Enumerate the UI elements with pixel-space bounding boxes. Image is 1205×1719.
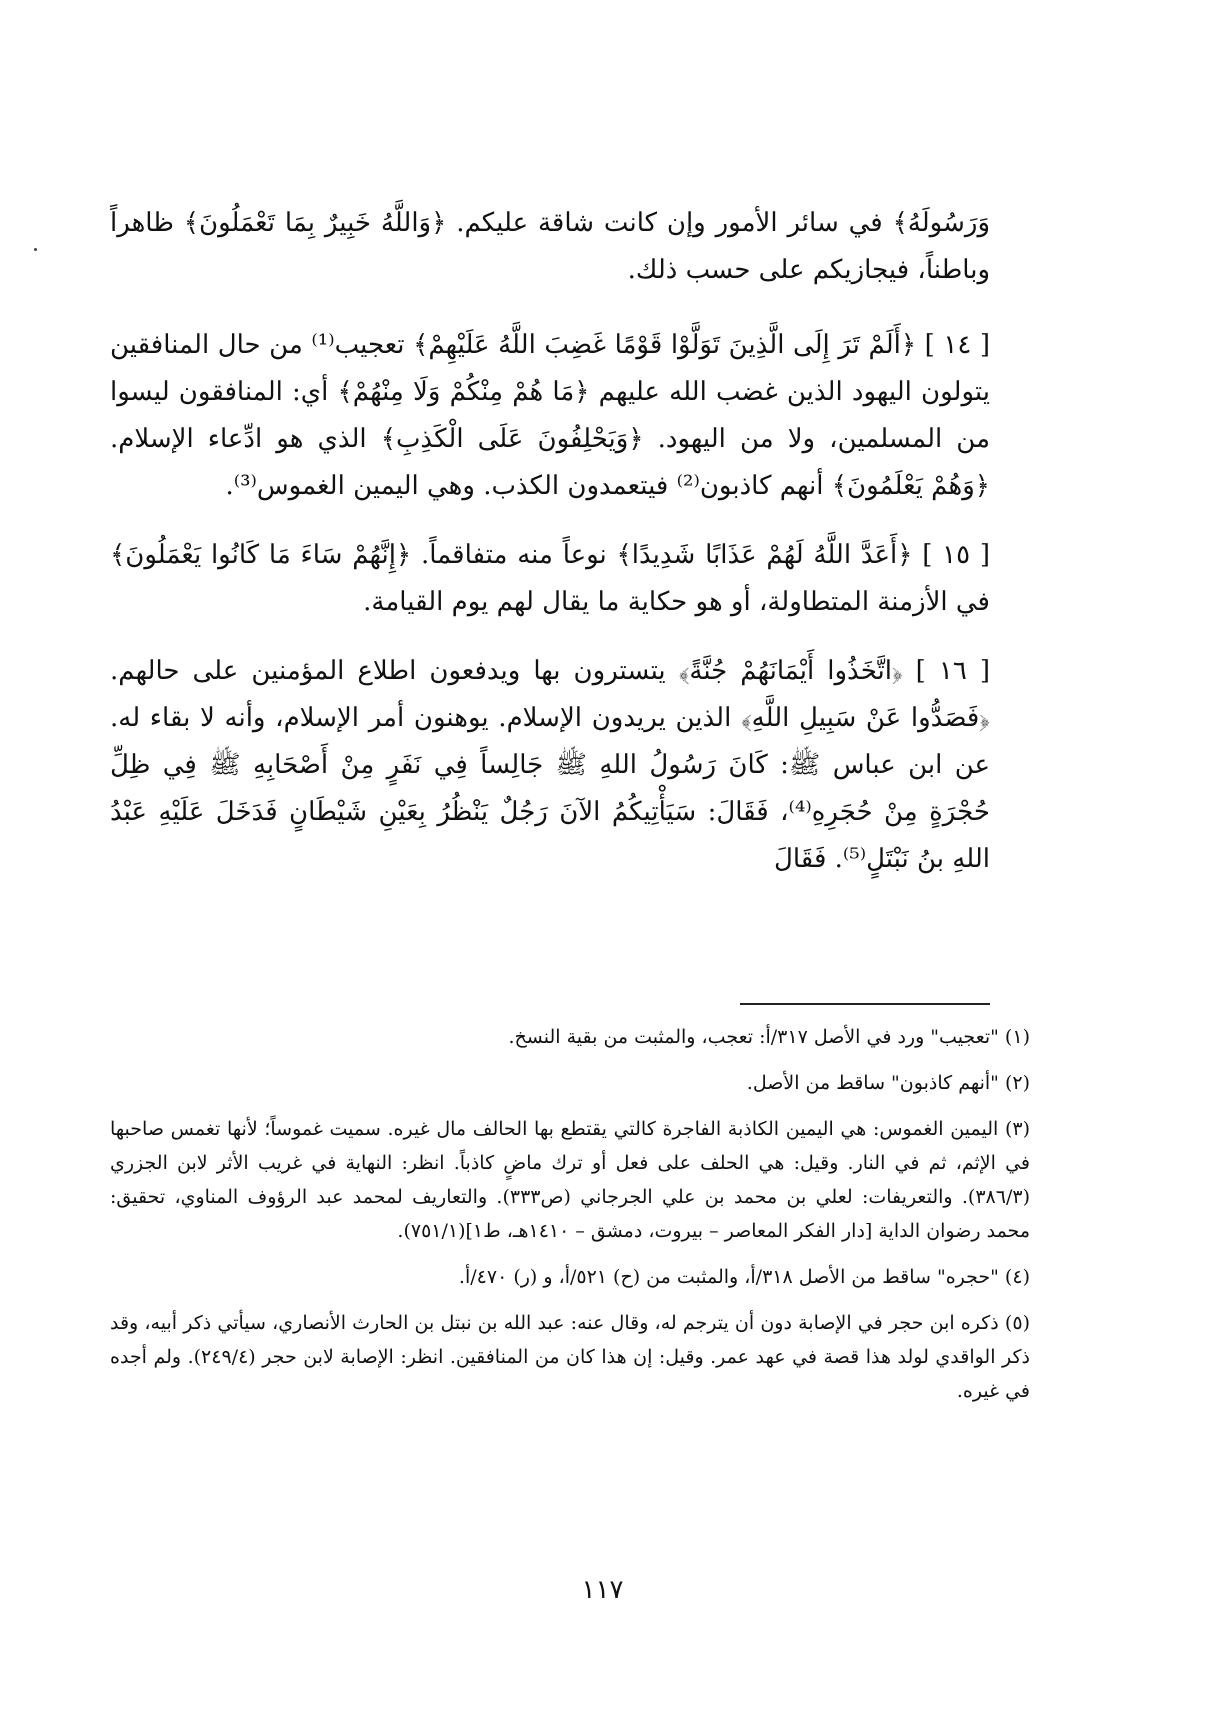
paragraph-1: وَرَسُولَهُ﴾ في سائر الأمور وإن كانت شاقة عليكم. ﴿وَاللَّهُ خَبِيرٌ بِمَا تَعْمَلُونَ﴾ ظاهراً وباطناً، فيجازيكم على حسب ذلك. bbox=[110, 208, 990, 285]
footnotes bbox=[110, 1020, 1030, 1420]
main-text bbox=[110, 200, 990, 905]
paragraph-verse-16: [ ١٦ ] ﴿اتَّخَذُوا أَيْمَانَهُمْ جُنَّةً﴾ يتسترون بها ويدفعون اطلاع المؤمنين على حالهم. ﴿فَصَدُّوا عَنْ سَبِيلِ اللَّهِ﴾ الذين يريدون الإسلام. يوهنون أمر الإسلام، وأنه لا بقاء له. عن ابن عباس ﷺ: كَانَ رَسُولُ اللهِ ﷺ جَالِساً فِي نَفَرٍ مِنْ أَصْحَابِهِ ﷺ فِي ظِلِّ حُجْرَةٍ مِنْ حُجَرِهِ⁽⁴⁾، فَقَالَ: سَيَأْتِيكُمُ الآنَ رَجُلٌ يَنْظُرُ بِعَيْنِ شَيْطَانٍ فَدَخَلَ عَلَيْهِ عَبْدُ اللهِ بنُ نَبْتَلٍ⁽⁵⁾. فَقَالَ bbox=[110, 656, 990, 874]
footnote-3: (٣) اليمين الغموس: هي اليمين الكاذبة الفاجرة كالتي يقتطع بها الحالف مال غيره. سميت غموساً؛ لأنها تغمس صاحبها في الإثم، ثم في النار. وقيل: هي الحلف على فعل أو ترك ماضٍ كاذباً. انظر: النهاية في غريب الأثر لابن الجزري (٣٨٦/٣). والتعريفات: لعلي بن محمد بن علي الجرجاني (ص٣٣٣). والتعاريف لمحمد عبد الرؤوف المناوي، تحقيق: محمد رضوان الداية [دار الفكر المعاصر – بيروت، دمشق – ١٤١٠هـ، ط١](٧٥١/١). bbox=[110, 1118, 1030, 1242]
footnote-4: (٤) "حجره" ساقط من الأصل ٣١٨/أ، والمثبت من (ح) ٥٢١/أ، و (ر) ٤٧٠/أ. bbox=[458, 1266, 1030, 1288]
paragraph-verse-15: [ ١٥ ] ﴿أَعَدَّ اللَّهُ لَهُمْ عَذَابًا شَدِيدًا﴾ نوعاً منه متفاقماً. ﴿إِنَّهُمْ سَاءَ مَا كَانُوا يَعْمَلُونَ﴾ في الأزمنة المتطاولة، أو هو حكاية ما يقال لهم يوم القيامة. bbox=[110, 540, 990, 617]
page-number: ١١٧ bbox=[581, 1575, 624, 1605]
footnote-5: (٥) ذكره ابن حجر في الإصابة دون أن يترجم له، وقال عنه: عبد الله بن نبتل بن الحارث الأنصاري، سيأتي ذكر أبيه، وقد ذكر الواقدي لولد هذا قصة في عهد عمر. وقيل: إن هذا كان من المنافقين. انظر: الإصابة لابن حجر (٢٤٩/٤). ولم أجده في غيره. bbox=[110, 1312, 1030, 1402]
paragraph-verse-14: [ ١٤ ] ﴿أَلَمْ تَرَ إِلَى الَّذِينَ تَوَلَّوْا قَوْمًا غَضِبَ اللَّهُ عَلَيْهِمْ﴾ تعجيب⁽¹⁾ من حال المنافقين يتولون اليهود الذين غضب الله عليهم ﴿مَا هُمْ مِنْكُمْ وَلَا مِنْهُمْ﴾ أي: المنافقون ليسوا من المسلمين، ولا من اليهود. ﴿وَيَحْلِفُونَ عَلَى الْكَذِبِ﴾ الذي هو ادِّعاء الإسلام. ﴿وَهُمْ يَعْلَمُونَ﴾ أنهم كاذبون⁽²⁾ فيتعمدون الكذب. وهي اليمين الغموس⁽³⁾. bbox=[110, 330, 990, 501]
footnote-separator bbox=[740, 1003, 990, 1005]
footnote-1: (١) "تعجيب" ورد في الأصل ٣١٧/أ: تعجب، والمثبت من بقية النسخ. bbox=[508, 1026, 1030, 1048]
scan-speck bbox=[34, 248, 37, 251]
footnote-2: (٢) "أنهم كاذبون" ساقط من الأصل. bbox=[746, 1072, 1030, 1094]
